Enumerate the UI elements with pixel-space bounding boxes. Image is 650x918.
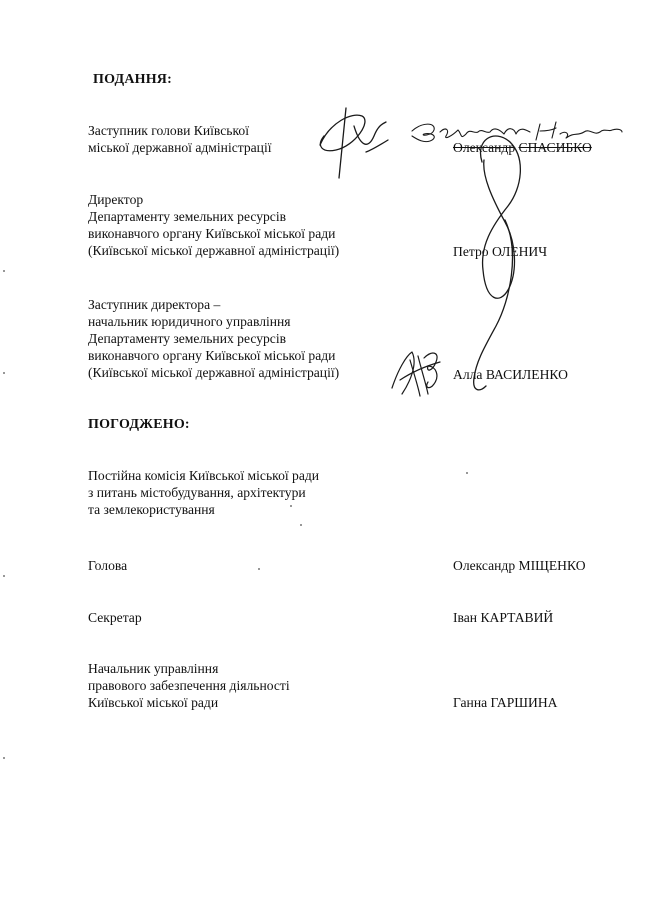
signatory-position-legal-head <box>88 660 290 711</box>
signatory-name-deputy-director: Алла ВАСИЛЕНКО <box>453 367 568 382</box>
signatory-position-secretary: Секретар <box>88 610 142 625</box>
commission-line: та землекористування <box>88 502 215 517</box>
pogodzheno-heading: ПОГОДЖЕНО: <box>88 417 190 432</box>
commission-line: з питань містобудування, архітектури <box>88 485 306 500</box>
position-line: Директор <box>88 192 144 207</box>
scan-speck <box>258 568 260 570</box>
position-line: правового забезпечення діяльності <box>88 678 290 693</box>
commission-line: Постійна комісія Київської міської ради <box>88 468 320 483</box>
signature-deputy-head <box>320 108 388 178</box>
position-line: Київської міської ради <box>88 695 219 710</box>
position-line: Заступник директора – <box>88 297 221 312</box>
signatory-name-deputy-head <box>453 139 592 156</box>
scan-speck <box>290 505 292 507</box>
signatory-position-deputy-director <box>88 296 339 381</box>
position-line: Заступник голови Київської <box>88 123 249 138</box>
position-line: Начальник управління <box>88 661 219 676</box>
position-line: виконавчого органу Київської міської ради <box>88 226 336 241</box>
position-line: (Київської міської державної адміністрації) <box>88 243 340 258</box>
signatory-name-chair: Олександр МІЩЕНКО <box>453 558 586 573</box>
scan-speck <box>3 575 5 577</box>
position-line: Департаменту земельних ресурсів <box>88 209 287 224</box>
signatory-position-director <box>88 191 339 259</box>
signatory-name-legal-head: Ганна ГАРШИНА <box>453 695 558 710</box>
signature-deputy-director <box>392 352 440 396</box>
podannya-heading: ПОДАННЯ: <box>93 72 172 87</box>
scan-speck <box>300 524 302 526</box>
position-line: міської державної адміністрації <box>88 140 272 155</box>
position-line: (Київської міської державної адміністрації) <box>88 365 340 380</box>
position-line: виконавчого органу Київської міської ради <box>88 348 336 363</box>
scan-speck <box>3 372 5 374</box>
commission-title <box>88 467 319 518</box>
signature-director <box>474 136 521 390</box>
signatory-position-deputy-head <box>88 122 272 156</box>
position-line: Департаменту земельних ресурсів <box>88 331 287 346</box>
signatory-position-chair: Голова <box>88 558 128 573</box>
scan-speck <box>466 472 468 474</box>
position-line: начальник юридичного управління <box>88 314 291 329</box>
scan-speck <box>3 270 5 272</box>
scan-speck <box>3 757 5 759</box>
crossed-out-first-name: Олександр <box>453 140 516 155</box>
crossed-out-last-name: СПАСИБКО <box>518 140 592 155</box>
signatory-name-secretary: Іван КАРТАВИЙ <box>453 610 554 625</box>
signatory-name-director: Петро ОЛЕНИЧ <box>453 244 548 259</box>
